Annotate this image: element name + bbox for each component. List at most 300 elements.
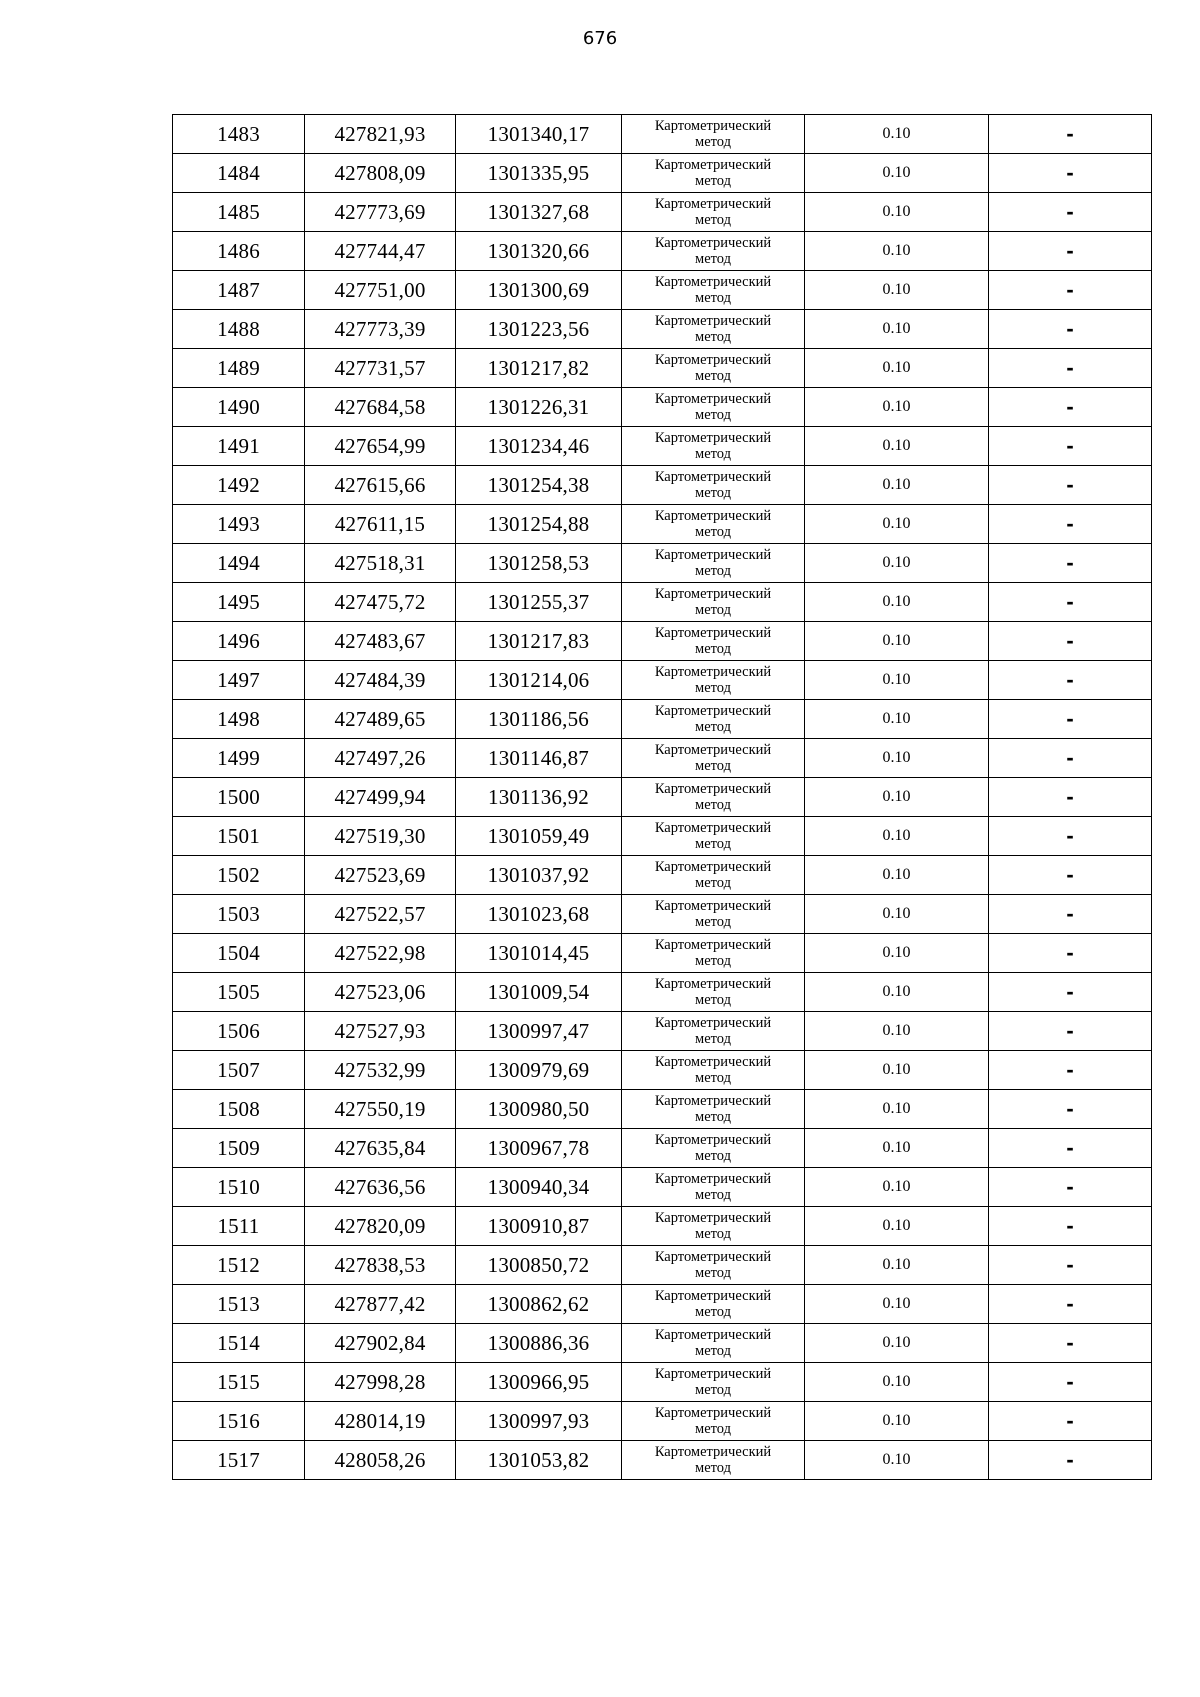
method-line-2: метод	[695, 563, 731, 579]
table-row	[173, 232, 1152, 271]
x-coordinate-cell: 427518,31	[305, 544, 456, 583]
table-row	[173, 427, 1152, 466]
y-coordinate-cell: 1301234,46	[456, 427, 622, 466]
method-cell	[622, 310, 805, 349]
y-coordinate-cell: 1301059,49	[456, 817, 622, 856]
method-line-2: метод	[695, 992, 731, 1008]
x-coordinate-cell: 427731,57	[305, 349, 456, 388]
point-number-cell: 1517	[173, 1441, 305, 1480]
description-cell: -	[989, 856, 1152, 895]
method-line-2: метод	[695, 1031, 731, 1047]
point-number-cell: 1490	[173, 388, 305, 427]
accuracy-cell: 0.10	[805, 1246, 989, 1285]
accuracy-cell: 0.10	[805, 700, 989, 739]
coordinates-table	[172, 114, 1152, 1480]
accuracy-cell: 0.10	[805, 154, 989, 193]
accuracy-cell: 0.10	[805, 505, 989, 544]
accuracy-cell: 0.10	[805, 622, 989, 661]
description-cell: -	[989, 1168, 1152, 1207]
description-cell: -	[989, 1090, 1152, 1129]
description-cell: -	[989, 739, 1152, 778]
point-number-cell: 1488	[173, 310, 305, 349]
method-line-2: метод	[695, 914, 731, 930]
point-number-cell: 1498	[173, 700, 305, 739]
method-line-1: Картометрический	[654, 313, 772, 329]
description-cell: -	[989, 1246, 1152, 1285]
method-cell	[622, 427, 805, 466]
table-row	[173, 1285, 1152, 1324]
description-cell: -	[989, 271, 1152, 310]
method-line-1: Картометрический	[654, 1288, 772, 1304]
accuracy-cell: 0.10	[805, 310, 989, 349]
table-row	[173, 1246, 1152, 1285]
table-row	[173, 1090, 1152, 1129]
y-coordinate-cell: 1301300,69	[456, 271, 622, 310]
y-coordinate-cell: 1301186,56	[456, 700, 622, 739]
description-cell: -	[989, 934, 1152, 973]
point-number-cell: 1484	[173, 154, 305, 193]
method-cell	[622, 700, 805, 739]
method-line-2: метод	[695, 602, 731, 618]
table-row	[173, 388, 1152, 427]
method-line-2: метод	[695, 407, 731, 423]
point-number-cell: 1504	[173, 934, 305, 973]
description-cell: -	[989, 427, 1152, 466]
point-number-cell: 1489	[173, 349, 305, 388]
accuracy-cell: 0.10	[805, 1090, 989, 1129]
x-coordinate-cell: 427684,58	[305, 388, 456, 427]
y-coordinate-cell: 1301254,88	[456, 505, 622, 544]
method-cell	[622, 1285, 805, 1324]
x-coordinate-cell: 427527,93	[305, 1012, 456, 1051]
description-cell: -	[989, 1207, 1152, 1246]
method-line-1: Картометрический	[654, 1054, 772, 1070]
method-line-2: метод	[695, 641, 731, 657]
point-number-cell: 1513	[173, 1285, 305, 1324]
y-coordinate-cell: 1300980,50	[456, 1090, 622, 1129]
point-number-cell: 1485	[173, 193, 305, 232]
description-cell: -	[989, 700, 1152, 739]
x-coordinate-cell: 427615,66	[305, 466, 456, 505]
method-line-1: Картометрический	[654, 820, 772, 836]
method-line-2: метод	[695, 1460, 731, 1476]
x-coordinate-cell: 427483,67	[305, 622, 456, 661]
accuracy-cell: 0.10	[805, 1441, 989, 1480]
description-cell: -	[989, 232, 1152, 271]
method-line-1: Картометрический	[654, 196, 772, 212]
y-coordinate-cell: 1301258,53	[456, 544, 622, 583]
method-cell	[622, 1051, 805, 1090]
point-number-cell: 1497	[173, 661, 305, 700]
method-line-1: Картометрический	[654, 976, 772, 992]
method-cell	[622, 661, 805, 700]
table-row	[173, 778, 1152, 817]
method-cell	[622, 1129, 805, 1168]
y-coordinate-cell: 1301217,82	[456, 349, 622, 388]
y-coordinate-cell: 1301340,17	[456, 115, 622, 154]
method-line-1: Картометрический	[654, 1405, 772, 1421]
method-cell	[622, 466, 805, 505]
table-row	[173, 505, 1152, 544]
description-cell: -	[989, 388, 1152, 427]
y-coordinate-cell: 1300862,62	[456, 1285, 622, 1324]
table-row	[173, 193, 1152, 232]
description-cell: -	[989, 973, 1152, 1012]
y-coordinate-cell: 1301223,56	[456, 310, 622, 349]
method-cell	[622, 271, 805, 310]
accuracy-cell: 0.10	[805, 1285, 989, 1324]
method-line-1: Картометрический	[654, 703, 772, 719]
method-line-1: Картометрический	[654, 781, 772, 797]
accuracy-cell: 0.10	[805, 427, 989, 466]
method-line-1: Картометрический	[654, 352, 772, 368]
point-number-cell: 1483	[173, 115, 305, 154]
point-number-cell: 1494	[173, 544, 305, 583]
x-coordinate-cell: 427522,98	[305, 934, 456, 973]
method-cell	[622, 232, 805, 271]
description-cell: -	[989, 817, 1152, 856]
accuracy-cell: 0.10	[805, 1402, 989, 1441]
point-number-cell: 1506	[173, 1012, 305, 1051]
x-coordinate-cell: 427475,72	[305, 583, 456, 622]
point-number-cell: 1499	[173, 739, 305, 778]
point-number-cell: 1514	[173, 1324, 305, 1363]
x-coordinate-cell: 427902,84	[305, 1324, 456, 1363]
accuracy-cell: 0.10	[805, 817, 989, 856]
method-line-1: Картометрический	[654, 1132, 772, 1148]
y-coordinate-cell: 1301023,68	[456, 895, 622, 934]
accuracy-cell: 0.10	[805, 895, 989, 934]
table-row	[173, 1207, 1152, 1246]
description-cell: -	[989, 193, 1152, 232]
accuracy-cell: 0.10	[805, 1012, 989, 1051]
description-cell: -	[989, 310, 1152, 349]
y-coordinate-cell: 1300850,72	[456, 1246, 622, 1285]
method-line-2: метод	[695, 251, 731, 267]
description-cell: -	[989, 1012, 1152, 1051]
table-body	[173, 115, 1152, 1480]
y-coordinate-cell: 1301214,06	[456, 661, 622, 700]
method-line-2: метод	[695, 1265, 731, 1281]
method-line-1: Картометрический	[654, 1093, 772, 1109]
y-coordinate-cell: 1300940,34	[456, 1168, 622, 1207]
method-line-2: метод	[695, 173, 731, 189]
accuracy-cell: 0.10	[805, 1129, 989, 1168]
method-cell	[622, 778, 805, 817]
x-coordinate-cell: 427532,99	[305, 1051, 456, 1090]
point-number-cell: 1507	[173, 1051, 305, 1090]
table-row	[173, 739, 1152, 778]
y-coordinate-cell: 1301226,31	[456, 388, 622, 427]
table-row	[173, 271, 1152, 310]
table-row	[173, 154, 1152, 193]
method-cell	[622, 739, 805, 778]
method-cell	[622, 934, 805, 973]
method-line-1: Картометрический	[654, 157, 772, 173]
method-cell	[622, 973, 805, 1012]
method-line-2: метод	[695, 953, 731, 969]
y-coordinate-cell: 1301014,45	[456, 934, 622, 973]
method-cell	[622, 817, 805, 856]
description-cell: -	[989, 154, 1152, 193]
method-line-2: метод	[695, 1304, 731, 1320]
y-coordinate-cell: 1301254,38	[456, 466, 622, 505]
method-cell	[622, 895, 805, 934]
x-coordinate-cell: 427522,57	[305, 895, 456, 934]
point-number-cell: 1496	[173, 622, 305, 661]
method-line-1: Картометрический	[654, 937, 772, 953]
method-line-1: Картометрический	[654, 586, 772, 602]
description-cell: -	[989, 115, 1152, 154]
method-line-2: метод	[695, 212, 731, 228]
point-number-cell: 1487	[173, 271, 305, 310]
table-row	[173, 856, 1152, 895]
y-coordinate-cell: 1300979,69	[456, 1051, 622, 1090]
table-row	[173, 310, 1152, 349]
table-row	[173, 115, 1152, 154]
point-number-cell: 1492	[173, 466, 305, 505]
accuracy-cell: 0.10	[805, 544, 989, 583]
method-line-2: метод	[695, 836, 731, 852]
method-line-2: метод	[695, 1382, 731, 1398]
accuracy-cell: 0.10	[805, 1051, 989, 1090]
accuracy-cell: 0.10	[805, 193, 989, 232]
description-cell: -	[989, 1129, 1152, 1168]
method-line-1: Картометрический	[654, 469, 772, 485]
x-coordinate-cell: 427497,26	[305, 739, 456, 778]
point-number-cell: 1502	[173, 856, 305, 895]
table-row	[173, 817, 1152, 856]
point-number-cell: 1486	[173, 232, 305, 271]
table-row	[173, 1402, 1152, 1441]
y-coordinate-cell: 1300997,93	[456, 1402, 622, 1441]
accuracy-cell: 0.10	[805, 973, 989, 1012]
table-row	[173, 544, 1152, 583]
description-cell: -	[989, 544, 1152, 583]
x-coordinate-cell: 428014,19	[305, 1402, 456, 1441]
table-row	[173, 1012, 1152, 1051]
method-cell	[622, 1168, 805, 1207]
method-line-2: метод	[695, 719, 731, 735]
method-line-2: метод	[695, 329, 731, 345]
method-line-1: Картометрический	[654, 430, 772, 446]
method-cell	[622, 1012, 805, 1051]
method-line-2: метод	[695, 446, 731, 462]
method-line-2: метод	[695, 1187, 731, 1203]
y-coordinate-cell: 1301053,82	[456, 1441, 622, 1480]
table-row	[173, 973, 1152, 1012]
page-number: 676	[582, 28, 618, 49]
method-line-2: метод	[695, 875, 731, 891]
method-cell	[622, 505, 805, 544]
description-cell: -	[989, 466, 1152, 505]
accuracy-cell: 0.10	[805, 349, 989, 388]
table-row	[173, 622, 1152, 661]
method-line-1: Картометрический	[654, 742, 772, 758]
x-coordinate-cell: 427550,19	[305, 1090, 456, 1129]
point-number-cell: 1510	[173, 1168, 305, 1207]
table-row	[173, 349, 1152, 388]
x-coordinate-cell: 428058,26	[305, 1441, 456, 1480]
method-cell	[622, 388, 805, 427]
accuracy-cell: 0.10	[805, 1168, 989, 1207]
x-coordinate-cell: 427611,15	[305, 505, 456, 544]
y-coordinate-cell: 1301009,54	[456, 973, 622, 1012]
x-coordinate-cell: 427523,69	[305, 856, 456, 895]
accuracy-cell: 0.10	[805, 739, 989, 778]
y-coordinate-cell: 1300886,36	[456, 1324, 622, 1363]
method-line-2: метод	[695, 368, 731, 384]
method-cell	[622, 856, 805, 895]
x-coordinate-cell: 427838,53	[305, 1246, 456, 1285]
x-coordinate-cell: 427773,39	[305, 310, 456, 349]
accuracy-cell: 0.10	[805, 388, 989, 427]
method-line-2: метод	[695, 758, 731, 774]
point-number-cell: 1493	[173, 505, 305, 544]
method-line-2: метод	[695, 290, 731, 306]
method-line-2: метод	[695, 134, 731, 150]
method-line-1: Картометрический	[654, 859, 772, 875]
table-row	[173, 700, 1152, 739]
accuracy-cell: 0.10	[805, 232, 989, 271]
description-cell: -	[989, 1285, 1152, 1324]
method-line-1: Картометрический	[654, 1444, 772, 1460]
table-row	[173, 895, 1152, 934]
y-coordinate-cell: 1301327,68	[456, 193, 622, 232]
table-row	[173, 1363, 1152, 1402]
accuracy-cell: 0.10	[805, 271, 989, 310]
point-number-cell: 1505	[173, 973, 305, 1012]
point-number-cell: 1512	[173, 1246, 305, 1285]
y-coordinate-cell: 1301136,92	[456, 778, 622, 817]
y-coordinate-cell: 1301217,83	[456, 622, 622, 661]
method-line-1: Картометрический	[654, 898, 772, 914]
description-cell: -	[989, 1363, 1152, 1402]
y-coordinate-cell: 1300966,95	[456, 1363, 622, 1402]
method-line-2: метод	[695, 485, 731, 501]
accuracy-cell: 0.10	[805, 1363, 989, 1402]
x-coordinate-cell: 427635,84	[305, 1129, 456, 1168]
method-line-1: Картометрический	[654, 1366, 772, 1382]
method-line-1: Картометрический	[654, 274, 772, 290]
x-coordinate-cell: 427523,06	[305, 973, 456, 1012]
x-coordinate-cell: 427499,94	[305, 778, 456, 817]
table-row	[173, 1168, 1152, 1207]
point-number-cell: 1516	[173, 1402, 305, 1441]
method-line-2: метод	[695, 797, 731, 813]
table-row	[173, 661, 1152, 700]
x-coordinate-cell: 427877,42	[305, 1285, 456, 1324]
method-cell	[622, 1090, 805, 1129]
description-cell: -	[989, 895, 1152, 934]
description-cell: -	[989, 349, 1152, 388]
description-cell: -	[989, 1402, 1152, 1441]
method-cell	[622, 1324, 805, 1363]
accuracy-cell: 0.10	[805, 1324, 989, 1363]
point-number-cell: 1508	[173, 1090, 305, 1129]
point-number-cell: 1509	[173, 1129, 305, 1168]
method-line-1: Картометрический	[654, 1171, 772, 1187]
accuracy-cell: 0.10	[805, 1207, 989, 1246]
x-coordinate-cell: 427489,65	[305, 700, 456, 739]
description-cell: -	[989, 1441, 1152, 1480]
method-line-1: Картометрический	[654, 625, 772, 641]
description-cell: -	[989, 1051, 1152, 1090]
y-coordinate-cell: 1301320,66	[456, 232, 622, 271]
description-cell: -	[989, 583, 1152, 622]
method-cell	[622, 1207, 805, 1246]
method-cell	[622, 1441, 805, 1480]
x-coordinate-cell: 427519,30	[305, 817, 456, 856]
method-cell	[622, 1363, 805, 1402]
method-line-1: Картометрический	[654, 1015, 772, 1031]
table-row	[173, 1129, 1152, 1168]
point-number-cell: 1491	[173, 427, 305, 466]
y-coordinate-cell: 1300997,47	[456, 1012, 622, 1051]
point-number-cell: 1500	[173, 778, 305, 817]
accuracy-cell: 0.10	[805, 466, 989, 505]
x-coordinate-cell: 427484,39	[305, 661, 456, 700]
method-line-2: метод	[695, 1070, 731, 1086]
point-number-cell: 1511	[173, 1207, 305, 1246]
x-coordinate-cell: 427751,00	[305, 271, 456, 310]
accuracy-cell: 0.10	[805, 934, 989, 973]
y-coordinate-cell: 1300910,87	[456, 1207, 622, 1246]
description-cell: -	[989, 661, 1152, 700]
description-cell: -	[989, 778, 1152, 817]
description-cell: -	[989, 622, 1152, 661]
x-coordinate-cell: 427998,28	[305, 1363, 456, 1402]
method-line-1: Картометрический	[654, 235, 772, 251]
method-line-2: метод	[695, 680, 731, 696]
method-line-1: Картометрический	[654, 547, 772, 563]
table-row	[173, 1441, 1152, 1480]
x-coordinate-cell: 427773,69	[305, 193, 456, 232]
method-line-2: метод	[695, 1343, 731, 1359]
method-line-1: Картометрический	[654, 1327, 772, 1343]
point-number-cell: 1503	[173, 895, 305, 934]
method-cell	[622, 622, 805, 661]
accuracy-cell: 0.10	[805, 583, 989, 622]
method-cell	[622, 193, 805, 232]
method-line-1: Картометрический	[654, 664, 772, 680]
x-coordinate-cell: 427654,99	[305, 427, 456, 466]
method-cell	[622, 583, 805, 622]
y-coordinate-cell: 1301146,87	[456, 739, 622, 778]
x-coordinate-cell: 427821,93	[305, 115, 456, 154]
point-number-cell: 1515	[173, 1363, 305, 1402]
table-row	[173, 466, 1152, 505]
method-line-2: метод	[695, 1148, 731, 1164]
description-cell: -	[989, 505, 1152, 544]
description-cell: -	[989, 1324, 1152, 1363]
x-coordinate-cell: 427820,09	[305, 1207, 456, 1246]
method-line-1: Картометрический	[654, 118, 772, 134]
method-line-2: метод	[695, 1226, 731, 1242]
x-coordinate-cell: 427744,47	[305, 232, 456, 271]
method-cell	[622, 1246, 805, 1285]
y-coordinate-cell: 1301255,37	[456, 583, 622, 622]
table-row	[173, 934, 1152, 973]
point-number-cell: 1501	[173, 817, 305, 856]
y-coordinate-cell: 1301335,95	[456, 154, 622, 193]
method-line-1: Картометрический	[654, 508, 772, 524]
accuracy-cell: 0.10	[805, 115, 989, 154]
x-coordinate-cell: 427808,09	[305, 154, 456, 193]
accuracy-cell: 0.10	[805, 778, 989, 817]
point-number-cell: 1495	[173, 583, 305, 622]
accuracy-cell: 0.10	[805, 856, 989, 895]
